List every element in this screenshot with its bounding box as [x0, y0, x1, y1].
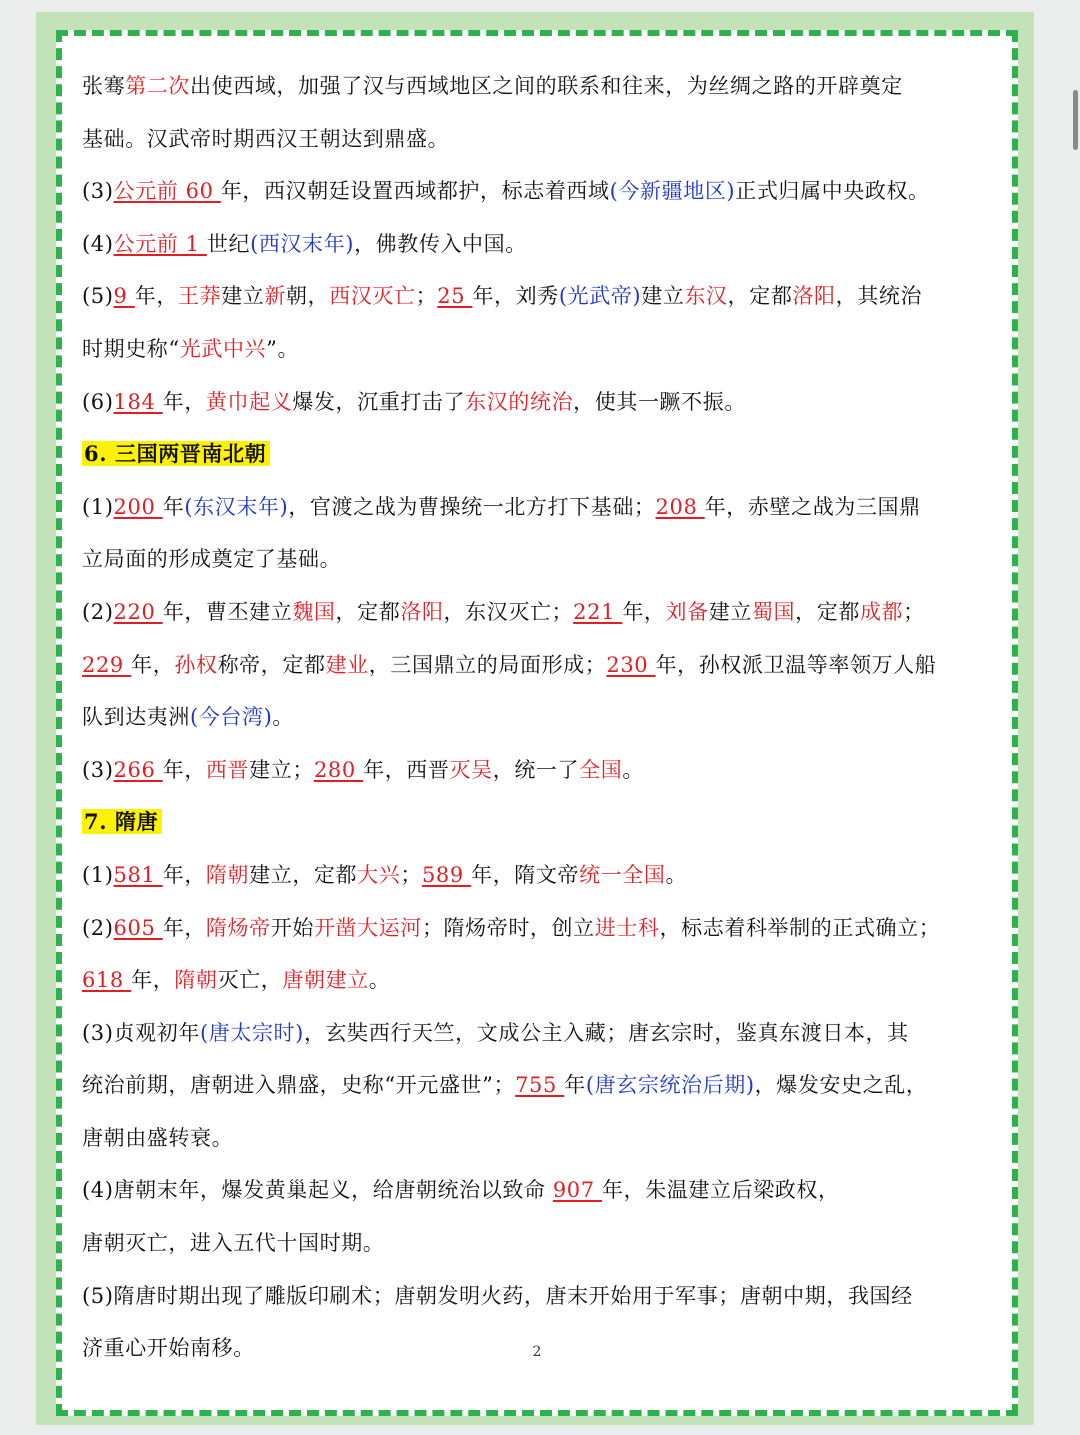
- page-number: 2: [532, 1344, 542, 1360]
- text-segment: 建立: [221, 284, 265, 309]
- text-segment: ，爆发安史之乱，: [754, 1073, 928, 1098]
- underlined-answer: 公元前 60: [113, 179, 221, 204]
- text-line: [82, 1270, 998, 1323]
- highlight-red: 全国: [579, 757, 623, 782]
- highlight-red: 隋朝: [205, 862, 250, 887]
- text-segment: (2): [82, 599, 114, 624]
- highlight-red: 光武中兴: [179, 336, 267, 361]
- text-segment: 年，孙权派卫温等率领万人船: [655, 652, 937, 677]
- section-heading: [82, 428, 998, 481]
- text-segment: 出使西域，加强了汉与西域地区之间的联系和往来，为丝绸之路的开辟奠定: [190, 74, 903, 98]
- underlined-answer: 907: [552, 1178, 602, 1203]
- text-line: [82, 481, 998, 534]
- heading-label: 7. 隋唐: [82, 809, 162, 834]
- highlight-red: 洛阳: [400, 599, 444, 624]
- heading-label: 6. 三国两晋南北朝: [82, 441, 270, 466]
- highlight-red: 刘备: [665, 599, 709, 624]
- note-blue: (今台湾): [190, 705, 273, 730]
- text-line: [82, 218, 998, 271]
- text-line: [82, 1007, 998, 1060]
- highlight-red: 开凿大运河: [313, 915, 422, 940]
- page-background: [36, 12, 1034, 1425]
- note-blue: (唐太宗时): [199, 1020, 304, 1045]
- text-line: [82, 113, 998, 166]
- text-line: [82, 902, 998, 955]
- text-segment: 建立: [708, 599, 752, 624]
- text-segment: 年，: [134, 284, 178, 309]
- text-segment: 。: [272, 705, 294, 730]
- underlined-answer: 589: [421, 862, 472, 887]
- highlight-red: 成都: [859, 599, 904, 624]
- text-line: [82, 1059, 998, 1112]
- text-segment: ；: [903, 599, 925, 624]
- text-segment: (5)隋唐时期出现了雕版印刷术；唐朝发明火药，唐末开始用于军事；唐朝中期，我国经: [82, 1283, 913, 1308]
- text-segment: ；: [400, 862, 422, 887]
- text-line: [82, 586, 998, 639]
- text-segment: 年，: [162, 915, 206, 940]
- text-segment: ，官渡之战为曹操统一北方打下基础；: [288, 494, 656, 519]
- highlight-red: 黄巾起义: [205, 389, 293, 414]
- text-segment: 张骞: [82, 74, 126, 98]
- text-segment: (4): [82, 231, 114, 256]
- text-line: [82, 849, 998, 902]
- text-segment: (1): [82, 862, 114, 887]
- note-blue: (今新疆地区): [609, 179, 736, 204]
- text-segment: ，定都: [795, 599, 860, 624]
- text-segment: (2): [82, 915, 114, 940]
- text-segment: 年: [564, 1073, 586, 1098]
- text-segment: 年，: [131, 968, 175, 993]
- highlight-red: 孙权: [174, 652, 218, 677]
- underlined-answer: 581: [113, 862, 163, 887]
- text-segment: 唐朝灭亡，进入五代十国时期。: [82, 1231, 385, 1256]
- underlined-answer: 220: [113, 599, 163, 624]
- text-segment: 立局面的形成奠定了基础。: [82, 547, 342, 572]
- text-segment: (5): [82, 284, 114, 309]
- text-segment: 年，: [622, 599, 666, 624]
- underlined-answer: 200: [113, 494, 163, 519]
- text-segment: ，定都: [335, 599, 401, 624]
- text-segment: 朝，: [286, 284, 330, 309]
- highlight-red: 东汉: [684, 284, 728, 309]
- highlight-red: 新: [264, 284, 287, 309]
- text-segment: ”。: [266, 336, 300, 361]
- text-segment: 正式归属中央政权。: [735, 179, 930, 204]
- highlight-red: 洛阳: [792, 284, 836, 309]
- text-segment: ，定都: [727, 284, 793, 309]
- text-segment: 年，西晋: [363, 757, 450, 782]
- text-segment: ，标志着科举制的正式确立；: [659, 915, 941, 940]
- highlight-red: 灭吴: [449, 757, 493, 782]
- text-segment: ，玄奘西行天竺，文成公主入藏；唐玄宗时，鉴真东渡日本，其: [303, 1020, 909, 1045]
- text-line: [82, 691, 998, 744]
- text-line: [82, 533, 998, 586]
- note-blue: (东汉末年): [184, 494, 289, 519]
- text-segment: 济重心开始南移。: [82, 1336, 255, 1361]
- dashed-border-frame: [56, 30, 1018, 1416]
- underlined-answer: 755: [515, 1073, 565, 1098]
- note-blue: (西汉末年): [250, 231, 355, 256]
- highlight-red: 建业: [325, 652, 369, 677]
- text-segment: 称帝，定都: [217, 652, 326, 677]
- text-line: [82, 165, 998, 218]
- highlight-red: 王莽: [178, 284, 222, 309]
- text-segment: ，三国鼎立的局面形成；: [368, 652, 607, 677]
- text-line: [82, 954, 998, 1007]
- text-line: [82, 270, 998, 323]
- highlight-red: 隋炀帝: [205, 915, 271, 940]
- note-blue: (光武帝): [558, 284, 642, 309]
- text-segment: (1): [82, 494, 114, 519]
- highlight-red: 魏国: [292, 599, 336, 624]
- underlined-answer: 230: [606, 652, 656, 677]
- text-segment: ，佛教传入中国。: [354, 231, 527, 256]
- text-segment: 年: [162, 494, 185, 519]
- text-segment: ；隋炀帝时，创立: [421, 915, 595, 940]
- highlight-red: 东汉的统治: [465, 389, 574, 414]
- text-segment: 年，西汉朝廷设置西域都护，标志着西域: [220, 179, 610, 204]
- underlined-answer: 25: [437, 284, 473, 309]
- underlined-answer: 184: [113, 389, 163, 414]
- highlight-red: 西汉灭亡: [329, 284, 416, 309]
- text-segment: 队到达夷洲: [82, 705, 190, 730]
- highlight-red: 第二次: [125, 74, 191, 98]
- text-line: [82, 1217, 998, 1270]
- text-line: [82, 323, 998, 376]
- text-segment: (4)唐朝末年，爆发黄巢起义，给唐朝统治以致命: [82, 1178, 553, 1203]
- text-line: [82, 744, 998, 797]
- underlined-answer: 208: [655, 494, 705, 519]
- text-segment: 基础。汉武帝时期西汉王朝达到鼎盛。: [82, 126, 450, 151]
- text-segment: 世纪: [206, 231, 251, 256]
- text-segment: 爆发，沉重打击了: [292, 389, 466, 414]
- text-segment: (3)贞观初年: [82, 1020, 200, 1045]
- text-segment: ；: [415, 284, 438, 309]
- section-heading: [82, 796, 998, 849]
- text-segment: 建立；: [249, 757, 314, 782]
- text-segment: 年，赤壁之战为三国鼎: [704, 494, 921, 519]
- highlight-red: 统一全国: [579, 862, 666, 887]
- highlight-red: 西晋: [205, 757, 250, 782]
- text-segment: 唐朝由盛转衰。: [82, 1125, 234, 1150]
- underlined-answer: 605: [113, 915, 163, 940]
- underlined-answer: 229: [82, 652, 132, 677]
- text-segment: 建立，定都: [249, 862, 358, 887]
- underlined-answer: 618: [82, 968, 132, 993]
- text-segment: 建立: [641, 284, 685, 309]
- text-segment: 年，: [131, 652, 175, 677]
- text-segment: ，统一了: [492, 757, 580, 782]
- highlight-red: 蜀国: [751, 599, 796, 624]
- text-segment: 时期史称“: [82, 336, 180, 361]
- text-line: [82, 376, 998, 429]
- underlined-answer: 公元前 1: [113, 231, 207, 256]
- underlined-answer: 266: [113, 757, 163, 782]
- text-segment: 灭亡，: [217, 968, 283, 993]
- highlight-red: 隋朝: [174, 968, 218, 993]
- underlined-answer: 221: [573, 599, 623, 624]
- text-segment: 。: [622, 757, 644, 782]
- text-segment: ，其统治: [835, 284, 923, 309]
- text-line: [82, 1164, 998, 1217]
- text-segment: 年，隋文帝: [471, 862, 580, 887]
- text-segment: 年，: [162, 862, 206, 887]
- text-line: [82, 639, 998, 692]
- text-segment: 。: [665, 862, 688, 887]
- text-segment: ，使其一蹶不振。: [573, 389, 746, 414]
- highlight-red: 进士科: [594, 915, 660, 940]
- text-segment: (3): [82, 179, 114, 204]
- text-segment: (6): [82, 389, 114, 414]
- text-segment: 。: [368, 968, 391, 993]
- text-segment: 年，朱温建立后梁政权，: [602, 1178, 840, 1203]
- text-line: [82, 60, 998, 113]
- text-segment: (3): [82, 757, 114, 782]
- text-segment: 年，: [162, 389, 206, 414]
- underlined-answer: 280: [313, 757, 364, 782]
- text-segment: ，东汉灭亡；: [443, 599, 574, 624]
- text-line: [82, 1112, 998, 1165]
- text-segment: 年，刘秀: [472, 284, 559, 309]
- text-segment: 年，: [162, 757, 206, 782]
- underlined-answer: 9: [113, 284, 135, 309]
- highlight-red: 大兴: [357, 862, 401, 887]
- text-segment: 统治前期，唐朝进入鼎盛，史称“开元盛世”；: [82, 1073, 516, 1098]
- text-segment: 年，曹丕建立: [162, 599, 293, 624]
- text-segment: 开始: [270, 915, 314, 940]
- document-body: [82, 60, 998, 1375]
- scrollbar-thumb[interactable]: [1073, 90, 1078, 150]
- note-blue: (唐玄宗统治后期): [585, 1073, 755, 1098]
- highlight-red: 唐朝建立: [282, 968, 369, 993]
